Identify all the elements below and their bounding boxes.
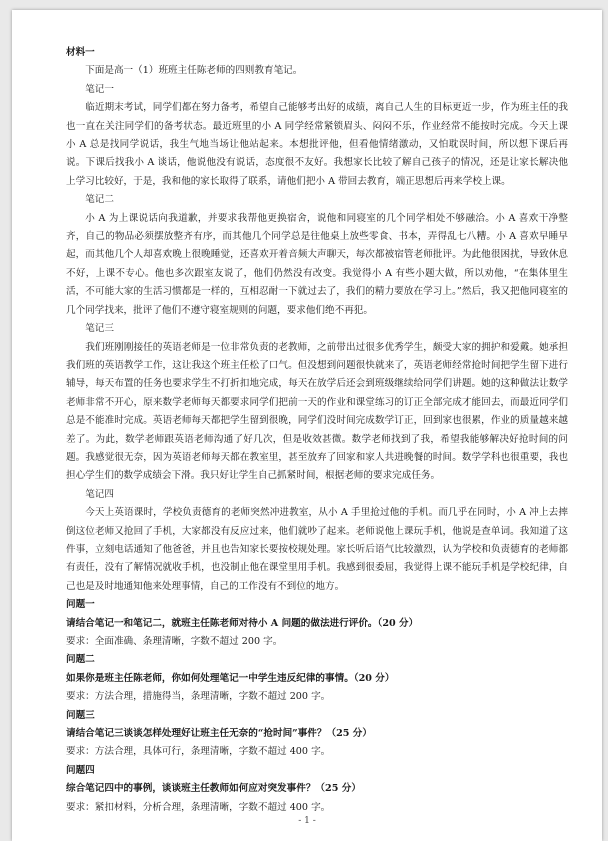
- material-title: 材料一: [66, 47, 95, 58]
- note-title: 笔记三: [85, 323, 114, 335]
- question-heading: 问题二: [66, 654, 95, 666]
- note-body: 小 A 为上课说话向我道歉，并要求我帮他更换宿舍，说他和同寝室的几个同学相处不够融洽。小 A 喜欢干净整齐，自己的物品必须摆放整齐有序，而其他几个同学总是往他桌上放些零食、书本，弄得乱七八糟。小 A 喜欢早睡早起，而其他几个人却喜欢晚上很晚睡觉，还喜欢开着音频大声聊天，每次都被宿管老师批评。为此他很困扰，导致休息不好，上课不专心。他也多次跟室友说了，他们仍然没有改变。我觉得小 A 有些小题大做，所以劝他，“在集体里生活，不可能大家的生活习惯都是一样的，互相忍耐一下就过去了，我们的精力要放在学习上。”然后，我又把他同寝室的几个同学找来，批评了他们不遵守寝室规则的问题，要求他们绝不再犯。: [66, 212, 568, 316]
- question-requirement: 要求：方法合理，措施得当，条理清晰，字数不超过 200 字。: [66, 691, 331, 703]
- note-body: 我们班刚刚接任的英语老师是一位非常负责的老教师，之前带出过很多优秀学生，颇受大家的拥护和爱戴。她承担我们班的英语教学工作，这让我这个班主任松了口气。但没想到问题很快就来了，英语老师经常抢时间把学生留下进行辅导，每天布置的任务也要求学生不打折扣地完成，每天在放学后还会到班级继续给同学们讲题。她的这种做法让数学老师非常不开心，原来数学老师每天都要求同学们把前一天的作业和课堂练习的订正全部完成才能回去，而最近同学们总是不能准时完成。英语老师每天都把学生留到很晚，同学们没时间完成数学订正，回到家也很累，作业的质量越来越差了。为此，数学老师跟英语老师沟通了好几次，但是收效甚微。数学老师找到了我，希望我能够解决好抢时间的问题。我感觉很无奈，因为英语老师每天都在教室里，甚至放弃了回家和家人共进晚餐的时间。数学学科也很重要，我也担心学生们的数学成绩会下滑。我只好让学生自己抓紧时间，根据老师的要求完成任务。: [66, 341, 568, 482]
- question-prompt: 如果你是班主任陈老师，你如何处理笔记一中学生违反纪律的事情。（20 分）: [66, 672, 395, 684]
- document-page: [12, 10, 602, 841]
- question-requirement: 要求：紧扣材料，分析合理，条理清晰，字数不超过 400 字。: [66, 801, 331, 813]
- question-requirement: 要求：全面准确、条理清晰，字数不超过 200 字。: [66, 636, 283, 647]
- question-requirement: 要求：方法合理，具体可行，条理清晰，字数不超过 400 字。: [66, 746, 331, 758]
- question-heading: 问题三: [66, 709, 95, 721]
- question-heading: 问题一: [66, 599, 95, 611]
- note-title: 笔记二: [85, 194, 114, 206]
- question-heading: 问题四: [66, 764, 95, 776]
- note-title: 笔记一: [85, 83, 114, 95]
- question-prompt: 请结合笔记一和笔记二，就班主任陈老师对待小 A 问题的做法进行评价。（20 分）: [66, 617, 419, 629]
- note-body: 今天上英语课时，学校负责德育的老师突然冲进教室，从小 A 手里抢过他的手机。而几乎在同时，小 A 冲上去摔倒这位老师又抢回了手机，大家都没有反应过来，他们就吵了起来。老师说他上课玩手机，他说是查单词。我知道了这件事，立刻电话通知了他爸爸，并且也告知家长要按校规处理。家长听后语气比较激烈，认为学校和负责德育的老师都有责任，没有了解情况就收手机，也没制止他在课堂里用手机。我感到很委屈，我觉得上课不能玩手机是学校纪律，自己也是及时地通知他来处理事情，自己的工作没有不到位的地方。: [66, 507, 568, 592]
- page-number: - 1 -: [298, 816, 316, 826]
- question-prompt: 请结合笔记三谈谈怎样处理好让班主任无奈的“抢时间”事件？（25 分）: [66, 728, 372, 740]
- document-content: [66, 44, 568, 817]
- note-title: 笔记四: [85, 488, 114, 500]
- note-body: 临近期末考试，同学们都在努力备考，希望自己能够考出好的成绩，离自己人生的目标更近一步，作为班主任的我也一直在关注同学们的备考状态。最近班里的小 A 同学经常紧锁眉头、闷闷不乐，作业经常不能按时完成。今天上课小 A 总是找同学说话，我生气地当场让他站起来。本想批评他，但看他情绪激动，又怕耽误时间，所以想下课后再说。下课后找我小 A 谈话，他说他没有说话，态度很不友好。我想家长比较了解自己孩子的情况，还是让家长解决他上学习比较好，于是，我和他的家长取得了联系，请他们把小 A 带回去教育，端正思想后再来学校上课。: [66, 102, 568, 187]
- question-prompt: 综合笔记四中的事例，谈谈班主任教师如何应对突发事件？（25 分）: [66, 783, 361, 795]
- intro-text: 下面是高一（1）班班主任陈老师的四则教育笔记。: [85, 65, 303, 77]
